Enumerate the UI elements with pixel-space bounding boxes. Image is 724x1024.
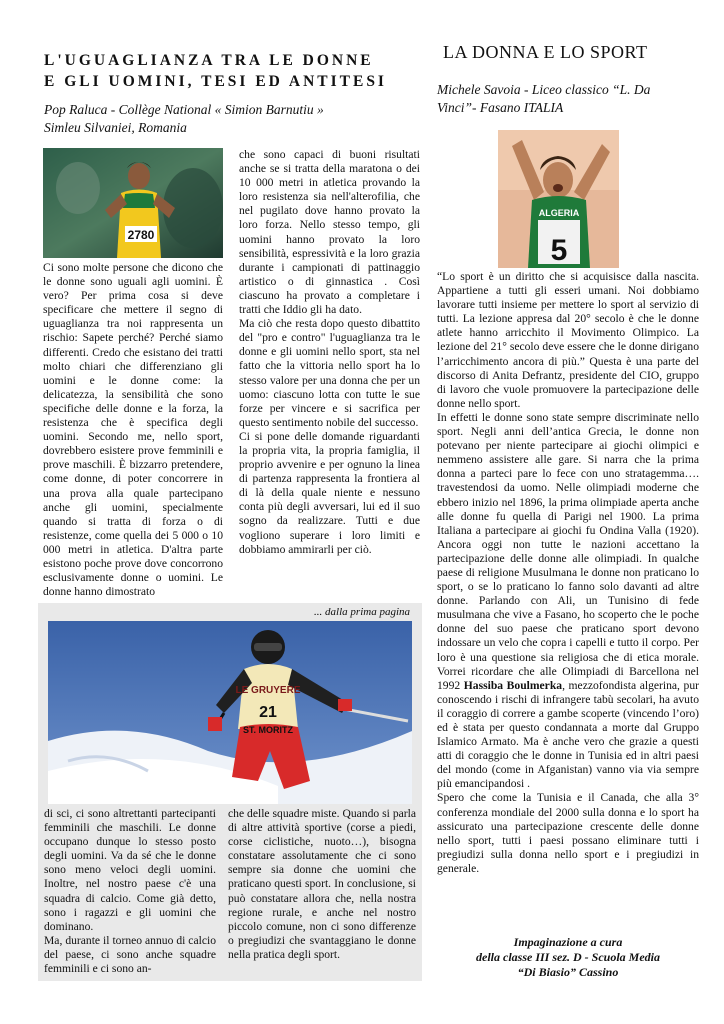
credit-line2: della classe III sez. D - Scuola Media (476, 950, 660, 964)
runner-photo (43, 148, 223, 258)
left-article-title (44, 50, 414, 92)
left-col2-paragraph-1: che sono capaci di buoni risultati anche se si tratta della maratona o dei 10 000 metri in atletica provando la loro resistenza sia nell'alterofilia, che nel pugilato dove hanno provato la loro forza. Nello stesso tempo, gli uomini hanno provato la loro sensibilità, espressività e la loro grazia durante i campionati di pattinaggio artistico o di ginnastica . Così ciascuno ha provato a completare i tratti che Iddio gli ha dato. (239, 148, 420, 317)
runner-bib-number: 2780 (127, 228, 155, 242)
credit-line3: “Di Biasio” Cassino (517, 965, 619, 979)
left-title-line1: L'UGUAGLIANZA TRA LE DONNE (44, 52, 374, 69)
right-paragraph-3: Spero che come la Tunisia e il Canada, che alla 3° conferenza mondiale del 2000 sulla donna e lo sport ha assicurato una partecipazione crescente delle donne nello sport, tutti i paesi possano eliminare tutti i pregiudizi sulla donna nello sport e i pregiudizi in generale. (437, 791, 699, 875)
right-paragraph-2-start: In effetti le donne sono state sempre discriminate nello sport. Negli anni dell’antica Grecia, le donne non potevano per niente partecipare ai giochi olimpici e nemmeno assistere alle gare. Si narra che la prima donna a parteci pare lo fece con uno stratagemma…. travestendosi da uomo. Nelle olimpiadi moderne che ebbero inizio nel 1896, la prima olimpiade aperta anche alle donne fu quella di Parigi nel 1900. La prima Italiana a partecipare ai giochi fu Ondina Valla (1920). Ancora oggi non tutte le nazioni accettano la partecipazione delle donne alle olimpiadi. In qualche paese di religione Musulmana le donne non praticano lo sport, o se lo praticano lo fanno solo davanti ad altre donne. Parlando con Ali, un Tunisino di fede musulmana che vive a Fasano, ho scoperto che le poche donne del suo paese che praticano sport devono indossare un velo che copra i capelli e tutto il corpo. Per loro è una questione sia religiosa che di etica morale. Vorrei ricordare che alle Olimpiadi di Barcellona nel 1992 (437, 410, 699, 692)
right-article-author (437, 81, 699, 117)
left-col2-paragraph-3: Ci si pone delle domande riguardanti la propria vita, la propria famiglia, il proprio avvenire e per ognuno la linea di partenza rappresenta la frontiera al di là della quale niente e nessuno conta più degli avversari, lui ed il suo sogno da realizzare. Tutti e due vogliono superare i loro limiti e dobbiamo ammirarli per ciò. (239, 429, 420, 556)
left-col1-paragraph: Ci sono molte persone che dicono che le donne sono uguali agli uomini. È vero? Per prima cosa si deve specificare che mettere il segno di uguaglianza tra noi rappresenta un rischio: Sapete perché? Perché siamo differenti. Credo che esistano dei tratti molto chiari che differenziano gli uomini e le donne come: la delicatezza, la sensibilità che sono specifiche delle donne e la forza, la resistenza che è specifica degli uomini. Secondo me, nello sport, dovrebbero esistere prove femminili e prove maschili. È bizzarro pretendere, come donne, di poter concorrere in una prova alla quale partecipano anche gli uomini, specialmente quando si tratta di forza o di resistenze, come quella dei 5 000 o 10 000 metri in atletica. D'altra parte esistono poche prove dove concorrono esclusivamente donne o uomini. Le donne hanno dimostrato (43, 261, 223, 599)
right-paragraph-2-end: , mezzofondista algerina, pur conoscendo i rischi di infrangere tabù secolari, ha avuto il coraggio di correre a gambe scoperte (vincendo l’oro) ed è stata per questo condannata a morte dal Gruppo Islamico Armato. Ma è anche vero che grazie a questi atti di coraggio che le donne in Tunisia ed in altri paesi del mondo (come in Afganistan) vanno via via sempre più emancipandosi . (437, 678, 699, 791)
continuation-note: ... dalla prima pagina (314, 606, 410, 618)
left-article-author (44, 101, 414, 137)
left-title-line2: E GLI UOMINI, TESI ED ANTITESI (44, 73, 387, 90)
left-col2-paragraph-2: Ma ciò che resta dopo questo dibattito del "pro e contro" l'uguaglianza tra le donne e gli uomini nello sport, sta nel fatto che la vittoria nello sport ha lo stesso valore per una donna che per un uomo: ciascuno lotta con tutte le sue forze per vincere e si sacrifica per questo sentimento nobile del successo. (239, 317, 420, 429)
left-column-2 (239, 148, 420, 588)
bottom-column-2 (228, 807, 416, 977)
right-paragraph-1: “Lo sport è un diritto che si acquisisce dalla nascita. Appartiene a tutti gli esseri umani. Noi dobbiamo lavorare tutti insieme per mettere lo sport al servizio di tutti. La lezione appresa dal 20° secolo è che le donne atlete hanno arricchito il Movimento Olimpico. La lezione del 21° secolo deve essere che le donne dirigano l’arricchimento ancora di più.” Questa è una parte del discorso di Anita Defrantz, presidente del CIO, gruppo di lavoro che vuole promuovere la partecipazione delle donne nello sport. (437, 270, 699, 410)
layout-credit (437, 935, 699, 980)
bottom-col1-paragraph-1: di sci, ci sono altrettanti partecipanti femminili che maschili. Le donne occupano dunque lo stesso posto degli uomini. Va da sé che le donne sono meno veloci degli uomini. Inoltre, nel nostro paese c'è una squadra di calcio. Come già detto, sono i ragazzi e gli uomini che dominano. (44, 807, 216, 933)
right-author-line2: Vinci”- Fasano ITALIA (437, 100, 564, 115)
right-column (437, 270, 699, 930)
left-column-1 (43, 261, 223, 599)
skier-bib-number: 21 (259, 704, 277, 721)
credit-line1: Impaginazione a cura (513, 935, 623, 949)
skier-photo (48, 621, 412, 804)
bottom-col1-paragraph-2: Ma, durante il torneo annuo di calcio del paese, ci sono anche squadre femminili e ci sono an- (44, 933, 216, 976)
skier-banner-text: LE GRUYERE (235, 685, 301, 696)
left-author-line1: Pop Raluca - Collège National « Simion Barnutiu » (44, 102, 324, 117)
left-author-line2: Simleu Silvaniei, Romania (44, 120, 187, 135)
algeria-athlete-photo (498, 130, 619, 268)
bottom-col2-paragraph: che delle squadre miste. Quando si parla di altre attività sportive (corse a piedi, corse ciclistiche, nuoto…), bisogna constatare assolutamente che ci sono sempre sia donne che uomini che praticano questi sport. In conclusione, si può constatare allora che, nella nostra regione rurale, e anche nel nostro piccolo comune, non ci sono differenze o pregiudizi che svantaggiano le donne nella pratica degli sport. (228, 807, 416, 961)
athlete-name: Hassiba Boulmerka (463, 678, 563, 692)
algeria-bib-number: 5 (550, 234, 568, 267)
right-paragraph-2 (437, 411, 699, 792)
right-article-title: LA DONNA E LO SPORT (443, 42, 648, 62)
algeria-jersey-text: ALGERIA (538, 208, 580, 218)
bottom-column-1 (44, 807, 216, 977)
right-author-line1: Michele Savoia - Liceo classico “L. Da (437, 82, 651, 97)
skier-sponsor-text: ST. MORITZ (243, 725, 293, 735)
